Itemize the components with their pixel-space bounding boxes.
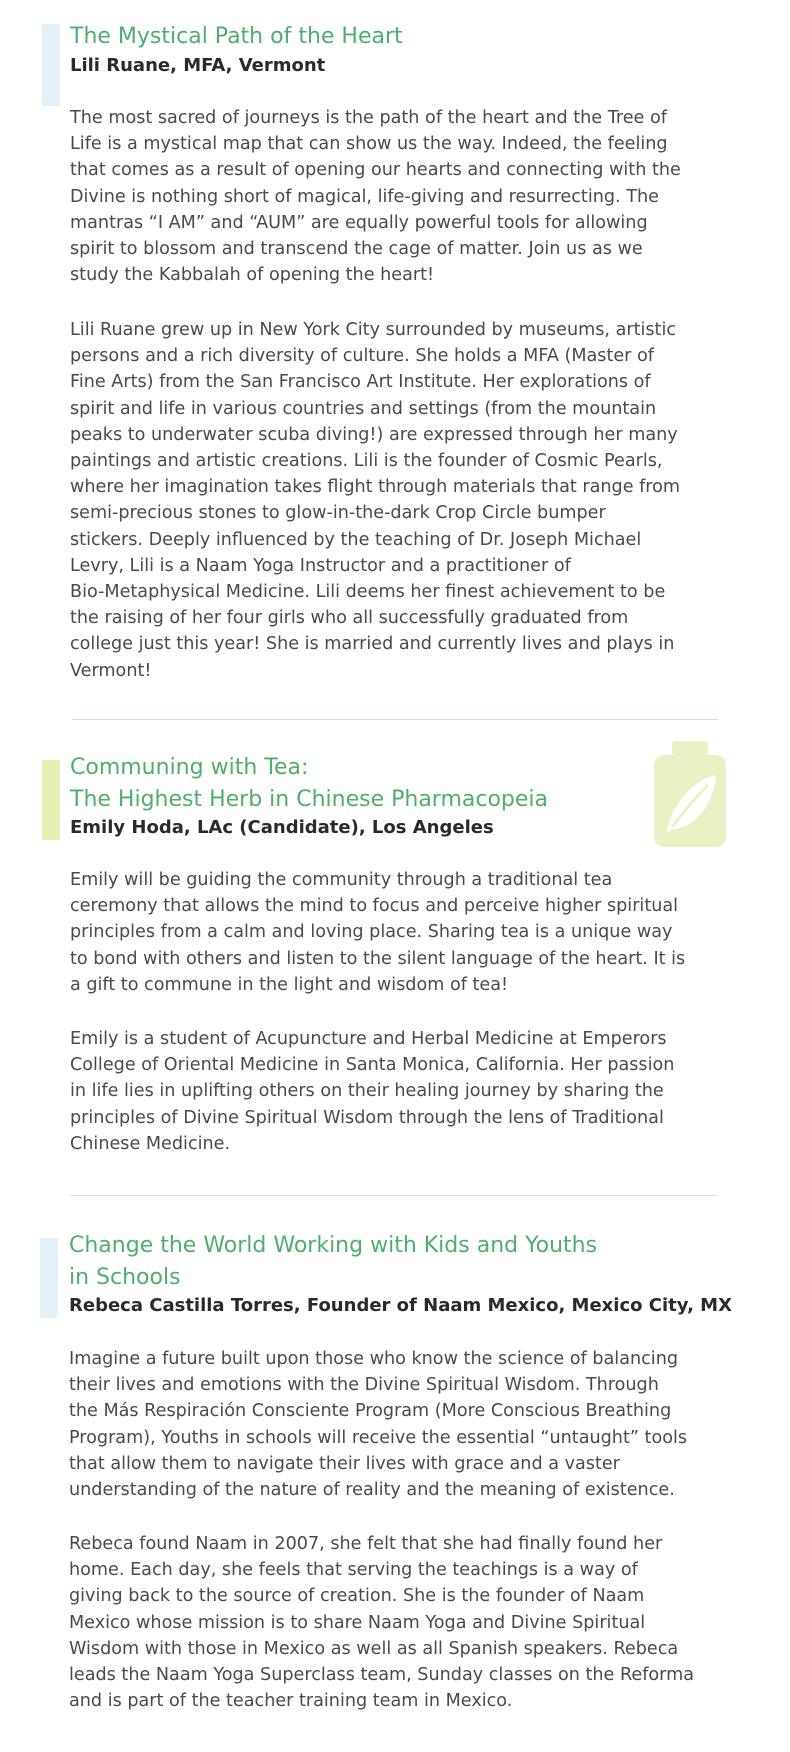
section-divider [70, 1195, 716, 1196]
accent-bar [42, 24, 60, 106]
section-divider [72, 719, 718, 720]
session-title-line-1: Communing with Tea: [70, 755, 309, 780]
session-description: Imagine a future built upon those who know the science of balancing their lives and emotions with the Divine Spiritual Wisdom. Through the Más Respiración Consciente Program (More Conscious Breathing Program), Youths in schools will receive the essential “untaught” tools that allow them to navigate their lives with grace and a vaster understanding of the nature of reality and the meaning of existence. [69, 1349, 688, 1501]
session-title: The Mystical Path of the Heart [70, 24, 403, 49]
presenter-bio: Rebeca found Naam in 2007, she felt that she had finally found her home. Each day, she feels that serving the teachings is a way of giving back to the source of creation. She is the founder of Naam Mexico whose mission is to share Naam Yoga and Divine Spiritual Wisdom with those in Mexico as well as all Spanish speakers. Rebeca leads the Naam Yoga Superclass team, Sunday classes on the Reforma and is part of the teacher training team in Mexico. [69, 1534, 695, 1712]
presenter-bio: Lili Ruane grew up in New York City surrounded by museums, artistic persons and a rich diversity of culture. She holds a MFA (Master of Fine Arts) from the San Francisco Art Institute. Her explorations of spirit and life in various countries and settings (from the mountain peaks to underwater scuba diving!) are expressed through her many paintings and artistic creations. Lili is the founder of Cosmic Pearls, where her imagination takes flight through materials that range from semi-precious stones to glow-in-the-dark Crop Circle bumper stickers. Deeply influenced by the teaching of Dr. Joseph Michael Levry, Lili is a Naam Yoga Instructor and a practitioner of Bio-Metaphysical Medicine. Lili deems her finest achievement to be the raising of her four girls who all successfully graduated from college just this year! She is married and currently lives and plays in Vermont! [70, 320, 681, 681]
presenter-name: Emily Hoda, LAc (Candidate), Los Angeles [70, 817, 494, 838]
session-title-line-2: The Highest Herb in Chinese Pharmacopeia [70, 787, 549, 812]
session-title-line-1: Change the World Working with Kids and Youths [69, 1233, 598, 1258]
session-description: Emily will be guiding the community through a traditional tea ceremony that allows the mind to focus and perceive higher spiritual principles from a calm and loving place. Sharing tea is a unique way to bond with others and listen to the silent language of the heart. It is a gift to commune in the light and wisdom of tea! [70, 870, 686, 995]
presenter-name: Lili Ruane, MFA, Vermont [70, 55, 326, 76]
presenter-name: Rebeca Castilla Torres, Founder of Naam Mexico, Mexico City, MX [69, 1295, 732, 1316]
accent-bar [40, 1238, 58, 1318]
presenter-bio: Emily is a student of Acupuncture and Herbal Medicine at Emperors College of Oriental Medicine in Santa Monica, California. Her passion in life lies in uplifting others on their healing journey by sharing the principles of Divine Spiritual Wisdom through the lens of Traditional Chinese Medicine. [70, 1029, 675, 1154]
tea-bottle-leaf-icon [652, 741, 728, 849]
session-title-line-2: in Schools [69, 1265, 181, 1290]
accent-bar [42, 760, 60, 840]
session-description: The most sacred of journeys is the path of the heart and the Tree of Life is a mystical map that can show us the way. Indeed, the feeling that comes as a result of opening our hearts and connecting with the Divine is nothing short of magical, life-giving and resurrecting. The mantras “I AM” and “AUM” are equally powerful tools for allowing spirit to blossom and transcend the cage of matter. Join us as we study the Kabbalah of opening the heart! [70, 108, 681, 286]
